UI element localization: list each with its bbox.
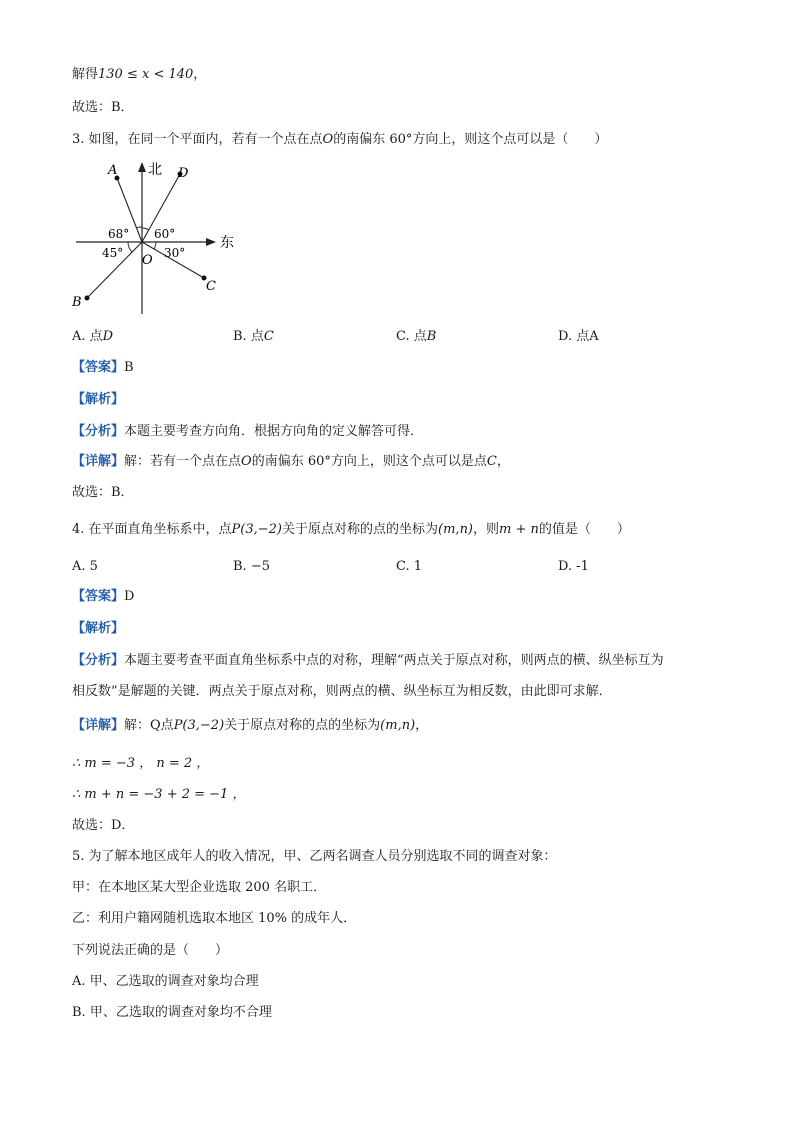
q4-step-1: ∴ m = −3 ， n = 2 ， <box>72 756 210 771</box>
q3-stem: 3. 如图，在同一个平面内，若有一个点在点O的南偏东 60°方向上，则这个点可以是（ ） <box>72 132 608 147</box>
direction-figure <box>72 156 252 316</box>
q5-option-a: A. 甲、乙选取的调查对象均合理 <box>72 974 259 989</box>
q3-fenxi: 【分析】本题主要考查方向角．根据方向角的定义解答可得． <box>72 424 424 439</box>
q3-option-a: A. 点D <box>72 329 114 344</box>
q4-option-c: C. 1 <box>396 559 423 574</box>
q4-option-b: B. −5 <box>233 559 270 574</box>
q4-xiangjie: 【详解】解：Q点P(3,−2)关于原点对称的点的坐标为(m,n)， <box>72 718 429 733</box>
q4-stem: 4. 在平面直角坐标系中，点P(3,−2)关于原点对称的点的坐标为(m,n)，则m + n的值是（ ） <box>72 522 630 537</box>
q3-answer: 【答案】B <box>72 360 134 375</box>
point-D-label: D <box>178 166 189 181</box>
arc-60 <box>142 228 149 230</box>
arc-45 <box>128 242 132 252</box>
point-B-label: B <box>72 295 82 310</box>
q3-option-b: B. 点C <box>233 329 274 344</box>
point-B-dot <box>85 296 90 301</box>
north-label: 北 <box>148 162 162 178</box>
q3-jiexi: 【解析】 <box>72 392 125 407</box>
arc-30 <box>154 242 156 249</box>
angle-68-label: 68° <box>108 227 130 241</box>
line-solve-result: 解得130 ≤ x < 140， <box>72 67 207 82</box>
q5-stem: 5. 为了解本地区成年人的收入情况，甲、乙两名调查人员分别选取不同的调查对象： <box>72 849 557 864</box>
point-A-label: A <box>108 163 118 178</box>
q3-choose: 故选：B． <box>72 485 134 500</box>
angle-45-label: 45° <box>102 246 124 260</box>
north-arrowhead <box>138 162 146 172</box>
angle-30-label: 30° <box>164 246 186 260</box>
q4-option-d: D. -1 <box>558 559 589 574</box>
q4-choose: 故选：D． <box>72 818 135 833</box>
q4-fenxi: 【分析】本题主要考查平面直角坐标系中点的对称，理解“两点关于原点对称，则两点的横、纵坐标互为 <box>72 653 664 668</box>
q5-yi: 乙：利用户籍网随机选取本地区 10% 的成年人． <box>72 911 357 926</box>
angle-60-label: 60° <box>154 227 176 241</box>
q4-option-a: A. 5 <box>72 559 98 574</box>
arc-68 <box>136 227 142 228</box>
choose-line-q2: 故选：B． <box>72 100 134 115</box>
q3-xiangjie: 【详解】解：若有一个点在点O的南偏东 60°方向上，则这个点可以是点C， <box>72 454 510 469</box>
q4-step-2: ∴ m + n = −3 + 2 = −1 ， <box>72 787 246 802</box>
q4-answer: 【答案】D <box>72 589 135 604</box>
q4-fenxi-cont: 相反数”是解题的关键．两点关于原点对称，则两点的横、纵坐标互为相反数，由此即可求解． <box>72 684 612 699</box>
q4-jiexi: 【解析】 <box>72 621 125 636</box>
q3-option-d: D. 点A <box>558 329 599 344</box>
q3-option-c: C. 点B <box>396 329 437 344</box>
inequality: 130 ≤ x < 140 <box>98 67 194 82</box>
q5-option-b: B. 甲、乙选取的调查对象均不合理 <box>72 1005 272 1020</box>
origin-label: O <box>142 253 153 268</box>
east-label: 东 <box>220 235 234 251</box>
q5-jia: 甲：在本地区某大型企业选取 200 名职工． <box>72 880 327 895</box>
east-arrowhead <box>206 238 216 246</box>
point-C-label: C <box>206 279 216 294</box>
q5-ask: 下列说法正确的是（ ） <box>72 943 229 958</box>
